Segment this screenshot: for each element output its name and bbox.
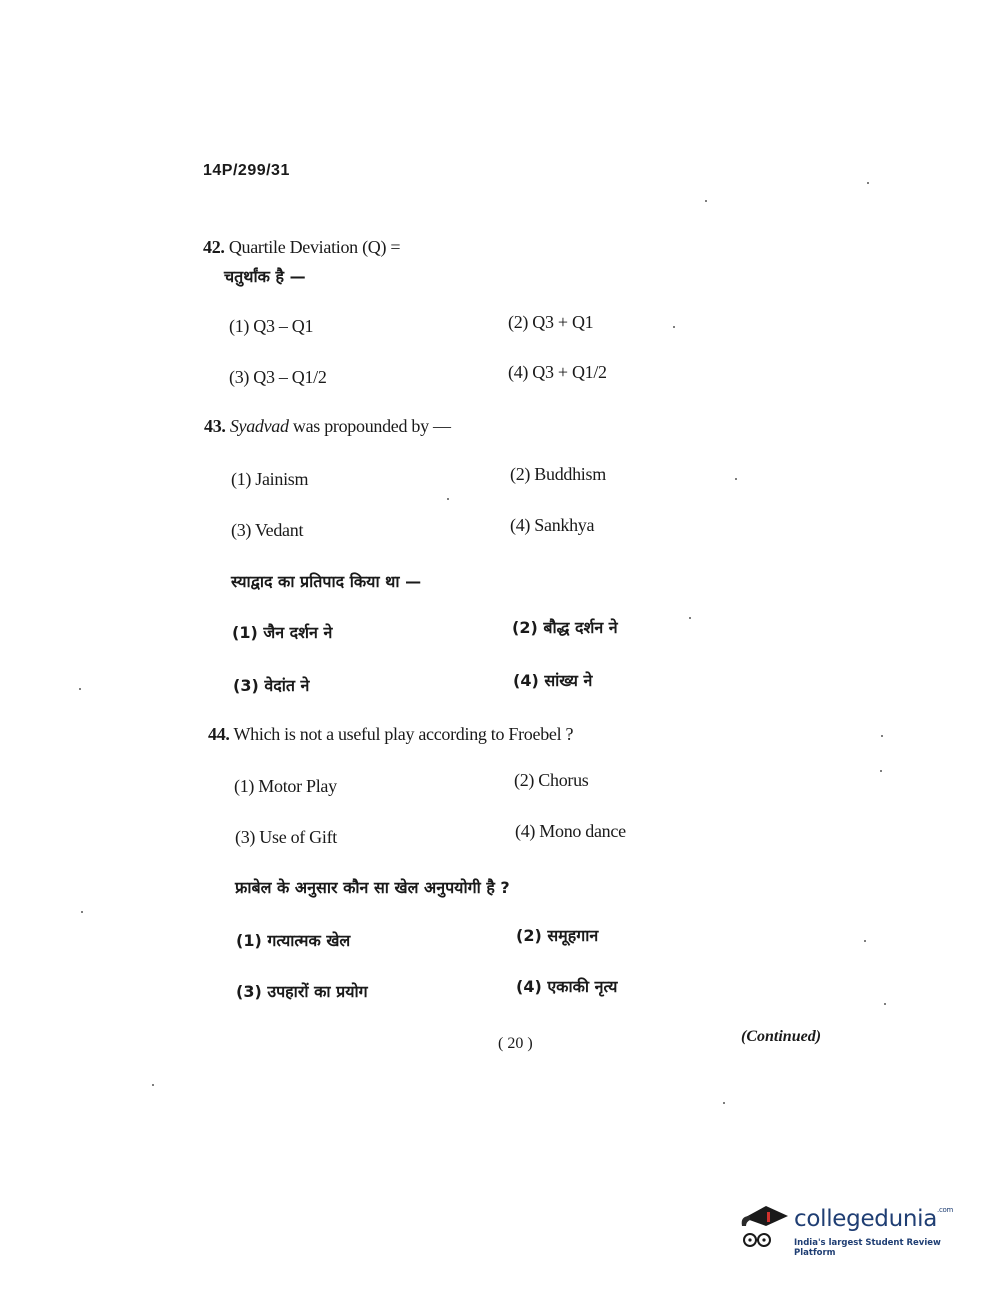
logo-name: collegedunia <box>794 1206 938 1232</box>
scan-speck <box>673 326 675 328</box>
continued-label: (Continued) <box>741 1028 822 1045</box>
q42-option-3: (3) Q3 – Q1/2 <box>229 367 327 387</box>
page-number: ( 20 ) <box>498 1035 533 1052</box>
logo-suffix: .com <box>937 1206 954 1214</box>
q44-option-4: (4) Mono dance <box>515 821 626 841</box>
q44-hindi-option-4: (4) एकाकी नृत्य <box>516 977 618 996</box>
scan-speck <box>867 182 869 184</box>
q43-hindi-option-2: (2) बौद्ध दर्शन ने <box>512 618 618 637</box>
scan-speck <box>705 200 707 202</box>
question-43 <box>204 416 451 437</box>
q44-option-3: (3) Use of Gift <box>235 827 337 847</box>
q43-hindi-option-3: (3) वेदांत ने <box>233 676 310 695</box>
question-text: Quartile Deviation (Q) = <box>228 237 401 257</box>
question-43-hindi: स्याद्वाद का प्रतिपाद किया था — <box>231 572 422 591</box>
q42-option-1: (1) Q3 – Q1 <box>229 316 314 336</box>
q43-option-3: (3) Vedant <box>231 520 304 540</box>
logo-tagline: India's largest Student Review Platform <box>794 1238 941 1258</box>
q43-option-1: (1) Jainism <box>231 469 309 489</box>
question-42-hindi: चतुर्थांक है — <box>224 267 306 286</box>
question-text: Which is not a useful play according to Froebel ? <box>233 724 574 744</box>
question-term: Syadvad <box>229 416 289 436</box>
q42-option-2: (2) Q3 + Q1 <box>508 312 594 332</box>
scan-speck <box>864 940 866 942</box>
collegedunia-logo[interactable] <box>736 1196 966 1256</box>
q44-option-1: (1) Motor Play <box>234 776 337 796</box>
scan-speck <box>689 617 691 619</box>
q44-hindi-option-1: (1) गत्यात्मक खेल <box>236 931 351 950</box>
q42-option-4: (4) Q3 + Q1/2 <box>508 362 607 382</box>
scan-speck <box>735 478 737 480</box>
question-number: 43. <box>204 416 226 436</box>
logo-wordmark <box>794 1206 953 1232</box>
question-text: was propounded by — <box>292 416 451 436</box>
scan-speck <box>723 1102 725 1104</box>
scan-speck <box>884 1003 886 1005</box>
question-42 <box>203 237 400 258</box>
q44-option-2: (2) Chorus <box>514 770 589 790</box>
question-44-hindi: फ्राबेल के अनुसार कौन सा खेल अनुपयोगी है ? <box>235 878 510 897</box>
question-number: 44. <box>208 724 230 744</box>
scan-speck <box>81 911 83 913</box>
scan-speck <box>79 688 81 690</box>
scan-speck <box>881 735 883 737</box>
q43-hindi-option-4: (4) सांख्य ने <box>513 671 593 690</box>
scan-speck <box>152 1084 154 1086</box>
q44-hindi-option-2: (2) समूहगान <box>516 926 599 945</box>
scan-speck <box>447 498 449 500</box>
q43-hindi-option-1: (1) जैन दर्शन ने <box>232 623 333 642</box>
question-44 <box>208 724 573 745</box>
scan-speck <box>880 770 882 772</box>
q44-hindi-option-3: (3) उपहारों का प्रयोग <box>236 982 368 1001</box>
q43-option-4: (4) Sankhya <box>510 515 595 535</box>
paper-code: 14P/299/31 <box>203 162 290 179</box>
mascot-icon <box>736 1196 794 1256</box>
question-number: 42. <box>203 237 225 257</box>
q43-option-2: (2) Buddhism <box>510 464 606 484</box>
